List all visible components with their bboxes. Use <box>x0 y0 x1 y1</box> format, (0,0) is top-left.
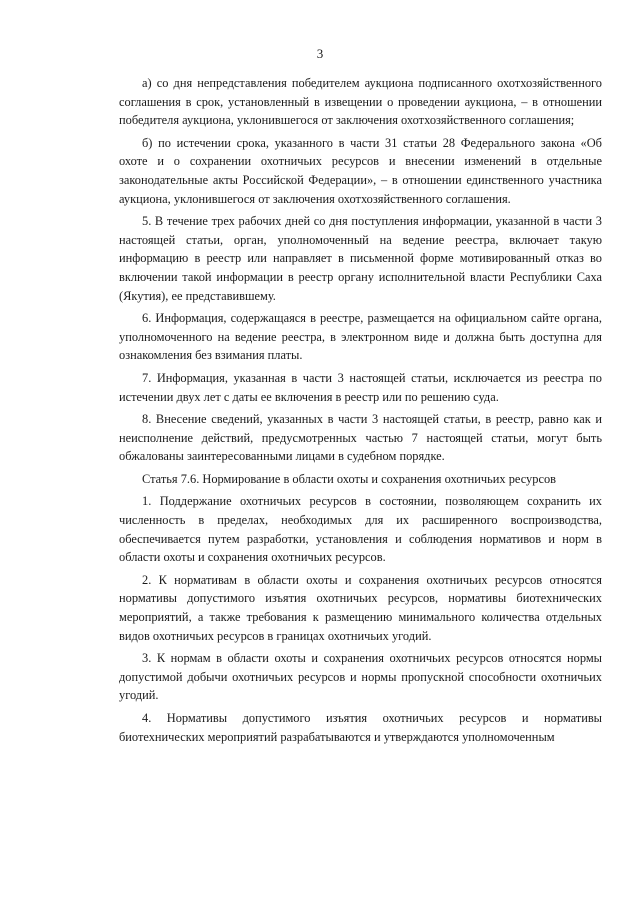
paragraph-article-part-1: 1. Поддержание охотничьих ресурсов в состоянии, позволяющем сохранить их численность в пределах, необходимых для их расширенного воспроизводства, обеспечивается путем разработки, установления и соблюдения нормативов и норм в области охоты и сохранения охотничьих ресурсов. <box>119 494 602 565</box>
page-number: 3 <box>316 46 324 61</box>
document-body <box>119 74 602 746</box>
paragraph-part-7: 7. Информация, указанная в части 3 настоящей статьи, исключается из реестра по истечении двух лет с даты ее включения в реестр или по решению суда. <box>119 370 602 404</box>
paragraph-article-part-4: 4. Нормативы допустимого изъятия охотничьих ресурсов и нормативы биотехнических мероприятий разрабатываются и утверждаются уполномоченным <box>119 711 602 744</box>
paragraph-article-part-2: 2. К нормативам в области охоты и сохранения охотничьих ресурсов относятся нормативы допустимого изъятия охотничьих ресурсов, нормативы биотехнических мероприятий, а также требования к размещению минимального количества отдельных видов охотничьих ресурсов в границах охотничьих угодий. <box>119 572 602 643</box>
paragraph-article-part-3: 3. К нормам в области охоты и сохранения охотничьих ресурсов относятся нормы допустимой добычи охотничьих ресурсов и нормы пропускной способности охотничьих угодий. <box>119 651 602 703</box>
paragraph-part-5: 5. В течение трех рабочих дней со дня поступления информации, указанной в части 3 настоящей статьи, орган, уполномоченный на ведение реестра, включает такую информацию в реестр или направляет в письменной форме мотивированный отказ во включении такой информации в реестр органу исполнительной власти Республики Саха (Якутия), ее представившему. <box>119 214 602 303</box>
paragraph-item-a: а) со дня непредставления победителем аукциона подписанного охотхозяйственного соглашения в срок, установленный в извещении о проведении аукциона, – в отношении победителя аукциона, уклонившегося от заключения охотхозяйственного соглашения; <box>119 76 602 128</box>
paragraph-item-b: б) по истечении срока, указанного в части 31 статьи 28 Федерального закона «Об охоте и о сохранении охотничьих ресурсов и внесении изменений в отдельные законодательные акты Российской Федерации», – в отношении единственного участника аукциона, уклонившегося от заключения охотхозяйственного соглашения. <box>119 135 602 206</box>
article-heading: Статья 7.6. Нормирование в области охоты и сохранения охотничьих ресурсов <box>142 471 556 486</box>
paragraph-part-8: 8. Внесение сведений, указанных в части 3 настоящей статьи, в реестр, равно как и неисполнение действий, предусмотренных частью 7 настоящей статьи, могут быть обжалованы заинтересованными лицами в судебном порядке. <box>119 412 602 464</box>
paragraph-part-6: 6. Информация, содержащаяся в реестре, размещается на официальном сайте органа, уполномоченного на ведение реестра, в электронном виде и должна быть доступна для ознакомления без взимания платы. <box>119 311 602 363</box>
